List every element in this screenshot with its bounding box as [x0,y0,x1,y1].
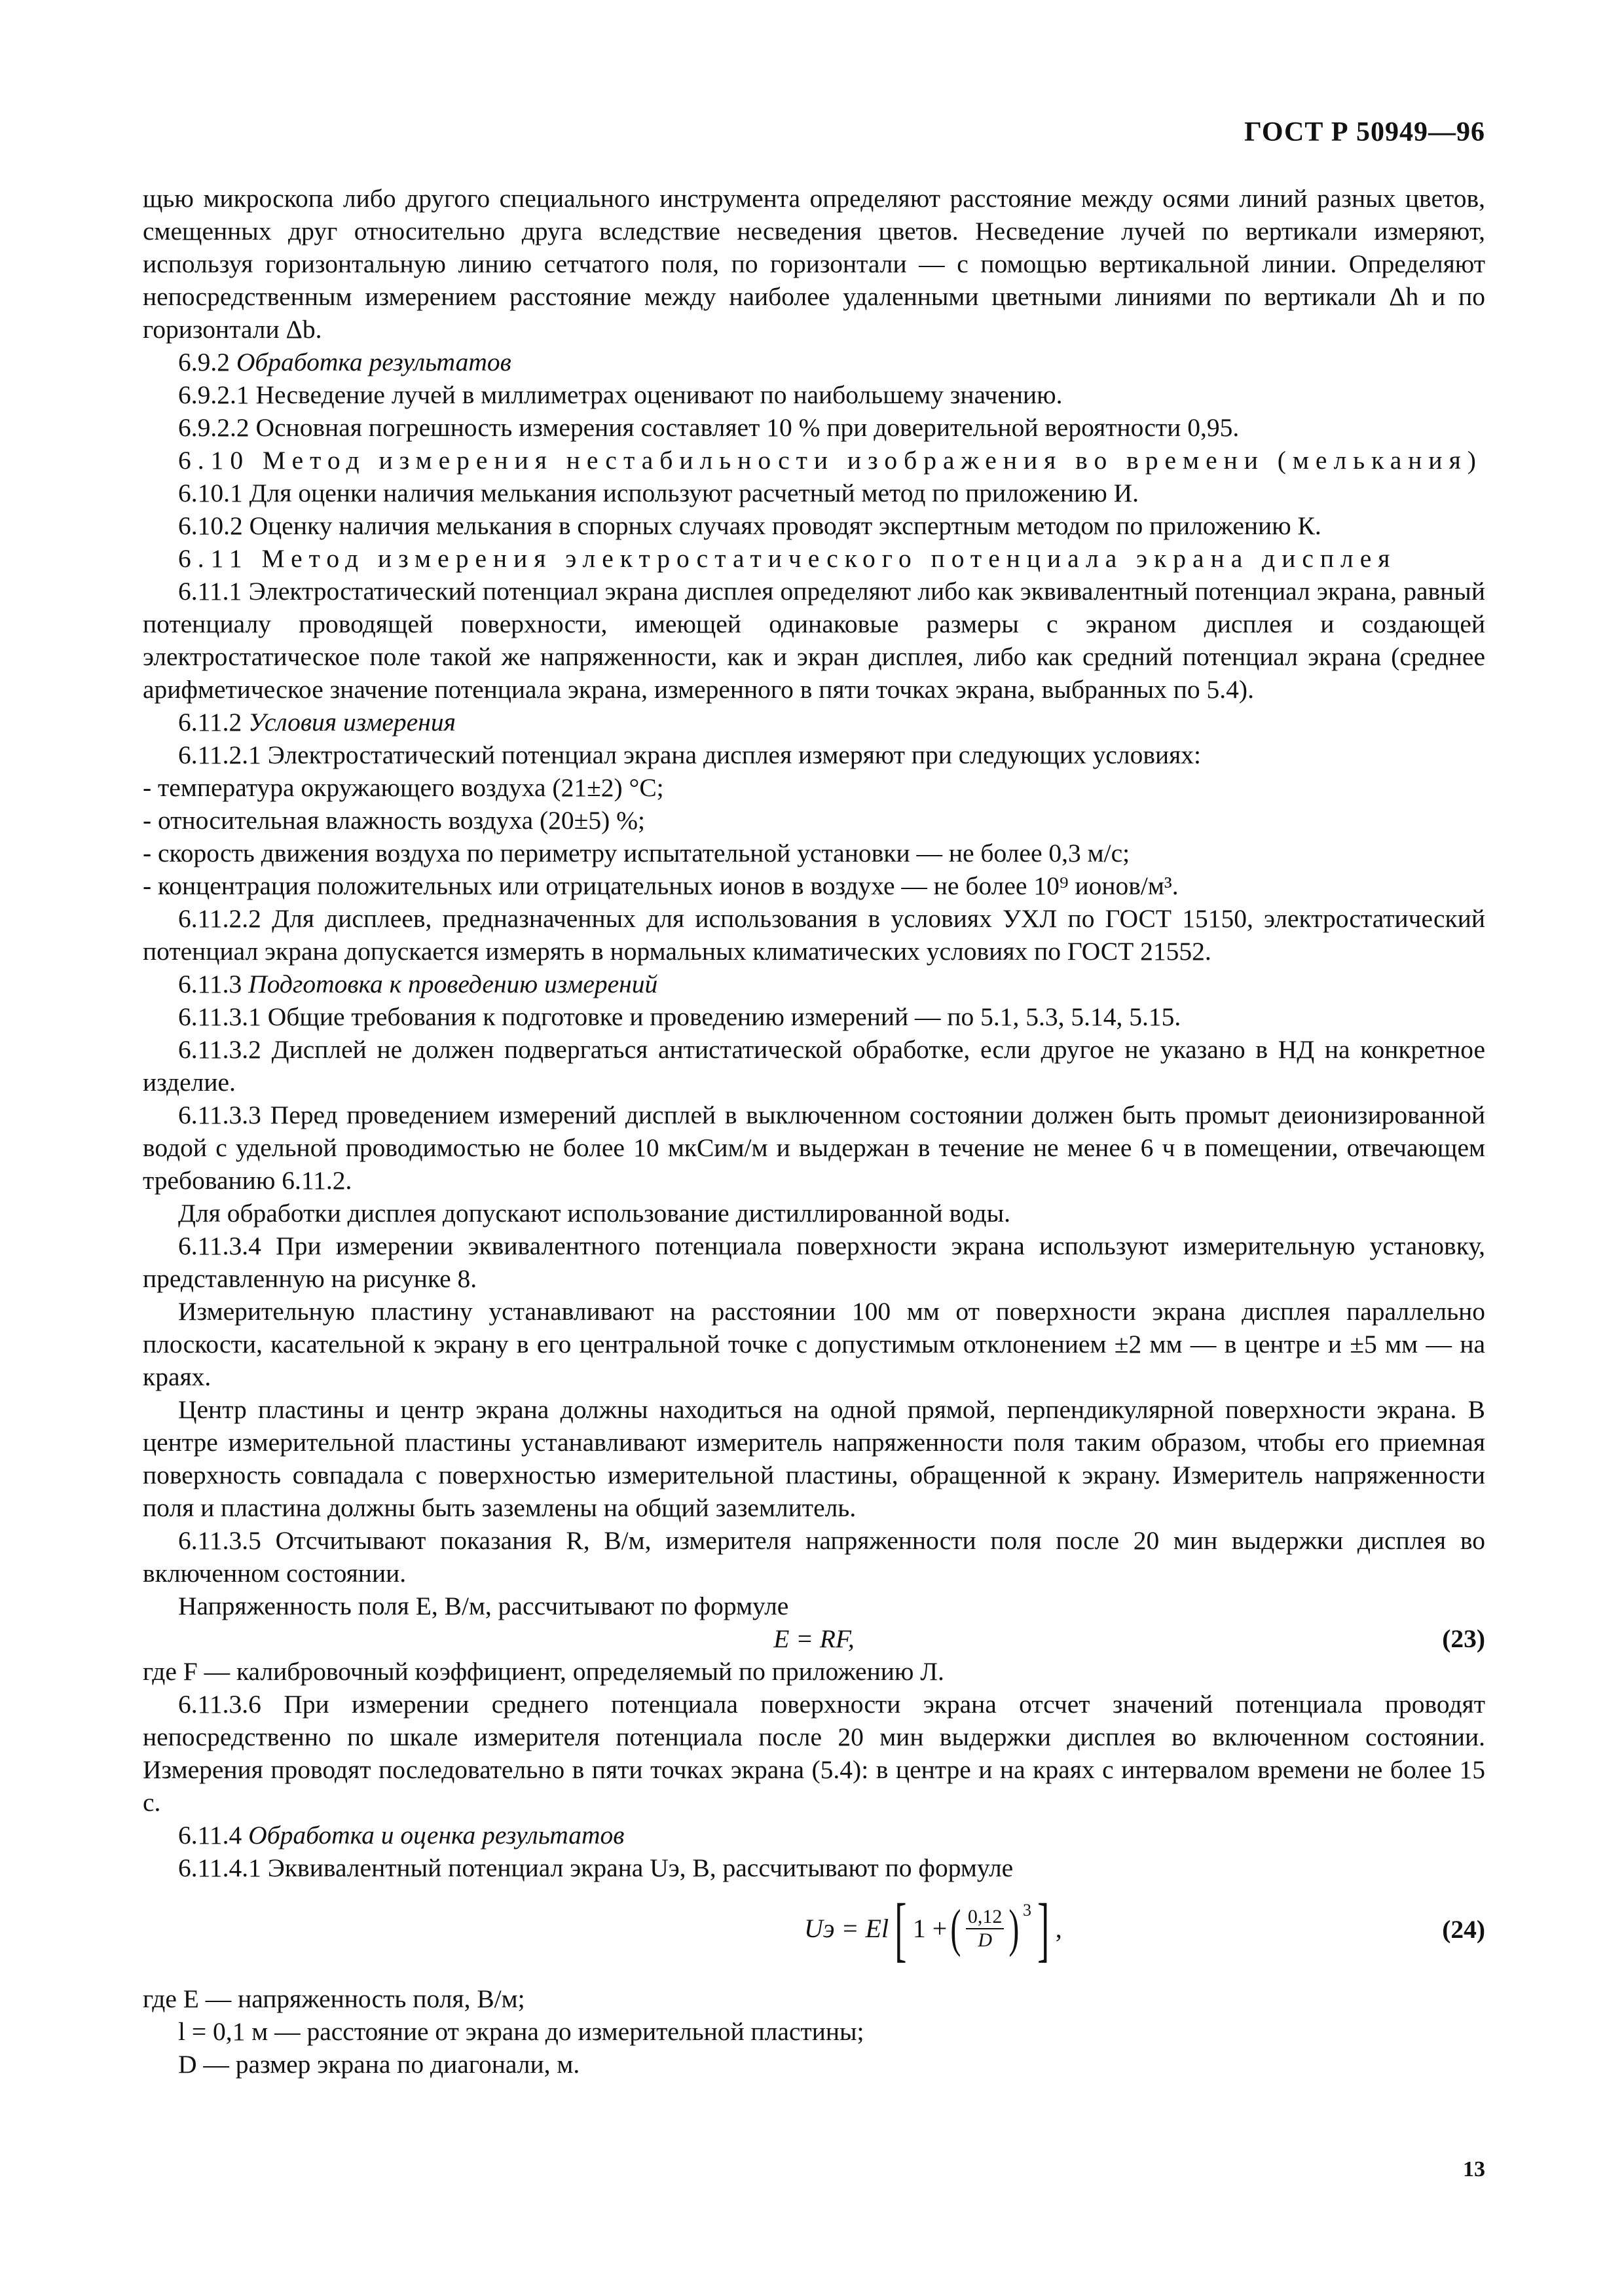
paragraph: 6.11.4.1 Эквивалентный потенциал экрана Uэ, В, рассчитывают по формуле [178,1853,1014,1882]
paren-close: ) [1008,1900,1020,1958]
document-body [143,182,1485,2081]
paragraph: 6.11.1 Электростатический потенциал экрана дисплея определяют либо как эквивалентный потенциал экрана, равный потенциалу проводящей поверхности, имеющей одинаковые размеры с экраном дисплея и создающей электростатическое поле такой же напряженности, как и экран дисплея, либо как средний потенциал экрана (среднее арифметическое значение потенциала экрана, измеренного в пяти точках экрана, выбранных по 5.4). [143,577,1485,704]
fraction: $\frac{0,12}{D}$ [966,1906,1005,1952]
list-item: - температура окружающего воздуха (21±2) °С; [143,773,664,802]
section-heading-6-11-3: 6.11.3 Подготовка к проведению измерений [178,970,658,998]
exponent: 3 [1023,1901,1032,1920]
paragraph: 6.9.2.2 Основная погрешность измерения составляет 10 % при доверительной вероятности 0,95. [178,413,1240,442]
paragraph: 6.10.2 Оценку наличия мелькания в спорных случаях проводят экспертным методом по приложению К. [178,511,1321,540]
paragraph: D — размер экрана по диагонали, м. [178,2050,580,2079]
formula-expression: Uэ = El [ 1 + ( $\frac{0,12}{D}$ ) $^3$ ] , [804,1889,1062,1969]
paragraph: Измерительную пластину устанавливают на расстоянии 100 мм от поверхности экрана дисплея параллельно плоскости, касательной к экрану в его центральной точке с допустимым отклонением ±2 мм — в центре и ±5 мм — на краях. [143,1297,1485,1391]
formula-one: 1 + [912,1914,948,1943]
paragraph: 6.11.2.2 Для дисплеев, предназначенных для использования в условиях УХЛ по ГОСТ 15150, электростатический потенциал экрана допускается измерять в нормальных климатических условиях по ГОСТ 21552. [143,904,1485,966]
formula-24 [143,1884,1485,1982]
bracket-open: [ [895,1889,907,1969]
section-heading-6-11: 6.11 Метод измерения электростатического потенциала экрана дисплея [178,544,1397,573]
paragraph: 6.11.3.2 Дисплей не должен подвергаться антистатической обработке, если другое не указано в НД на конкретное изделие. [143,1035,1485,1097]
paragraph: 6.11.3.3 Перед проведением измерений дисплей в выключенном состоянии должен быть промыт деионизированной водой с удельной проводимостью не более 10 мкСим/м и выдержан в течение не менее 6 ч в помещении, отвечающем требованию 6.11.2. [143,1101,1485,1195]
paragraph: 6.11.2.1 Электростатический потенциал экрана дисплея измеряют при следующих условиях: [178,740,1202,769]
paragraph: l = 0,1 м — расстояние от экрана до измерительной пластины; [178,2017,864,2046]
paragraph: 6.11.3.6 При измерении среднего потенциала поверхности экрана отсчет значений потенциала проводят непосредственно по шкале измерителя потенциала после 20 мин выдержки дисплея во включенном состоянии. Измерения проводят последовательно в пяти точках экрана (5.4): в центре и на краях с интервалом времени не более 15 с. [143,1690,1485,1817]
section-heading-6-11-4: 6.11.4 Обработка и оценка результатов [178,1821,625,1850]
paragraph: 6.11.3.5 Отсчитывают показания R, В/м, измерителя напряженности поля после 20 мин выдержки дисплея во включенном состоянии. [143,1526,1485,1588]
formula-lhs: Uэ = El [804,1914,889,1943]
section-heading-6-11-2: 6.11.2 Условия измерения [178,708,456,737]
list-item: - относительная влажность воздуха (20±5) %; [143,806,646,835]
paragraph: где F — калибровочный коэффициент, определяемый по приложению Л. [143,1657,944,1686]
page-number: 13 [1463,2157,1485,2181]
section-heading-6-9-2: 6.9.2 Обработка результатов [178,348,511,376]
paren-open: ( [950,1900,961,1958]
list-item: - скорость движения воздуха по периметру испытательной установки — не более 0,3 м/с; [143,839,1130,867]
list-item: - концентрация положительных или отрицательных ионов в воздухе — не более 10⁹ ионов/м³. [143,871,1179,900]
formula-expression: E = RF, [773,1624,855,1653]
paragraph: 6.11.3.1 Общие требования к подготовке и проведению измерений — по 5.1, 5.3, 5.14, 5.15. [178,1002,1181,1031]
paragraph: Для обработки дисплея допускают использование дистиллированной воды. [178,1199,1011,1228]
bracket-close: ] [1037,1889,1050,1969]
paragraph: Центр пластины и центр экрана должны находиться на одной прямой, перпендикулярной поверхности экрана. В центре измерительной пластины устанавливают измеритель напряженности поля таким образом, чтобы его приемная поверхность совпадала с поверхностью измерительной пластины, обращенной к экрану. Измеритель напряженности поля и пластина должны быть заземлены на общий заземлитель. [143,1395,1485,1522]
formula-23 [143,1622,1485,1655]
formula-number: (24) [1442,1915,1485,1944]
paragraph: 6.11.3.4 При измерении эквивалентного потенциала поверхности экрана используют измерительную установку, представленную на рисунке 8. [143,1231,1485,1293]
paragraph: 6.9.2.1 Несведение лучей в миллиметрах оценивают по наибольшему значению. [178,380,1063,409]
paragraph: Напряженность поля E, В/м, рассчитывают по формуле [178,1592,789,1620]
formula-number: (23) [1442,1624,1485,1653]
section-heading-6-10: 6.10 Метод измерения нестабильности изображения во времени (мелькания) [178,446,1483,475]
document-header: ГОСТ Р 50949—96 [1244,117,1485,147]
paragraph: щью микроскопа либо другого специального инструмента определяют расстояние между осями линий разных цветов, смещенных друг относительно друга вследствие несведения цветов. Несведение лучей по вертикали измеряют, используя горизонтальную линию сетчатого поля, по горизонтали — с помощью вертикальной линии. Определяют непосредственным измерением расстояние между наиболее удаленными цветными линиями по вертикали Δh и по горизонтали Δb. [143,184,1485,344]
paragraph: 6.10.1 Для оценки наличия мелькания используют расчетный метод по приложению И. [178,479,1139,507]
paragraph: где E — напряженность поля, В/м; [143,1984,525,2013]
